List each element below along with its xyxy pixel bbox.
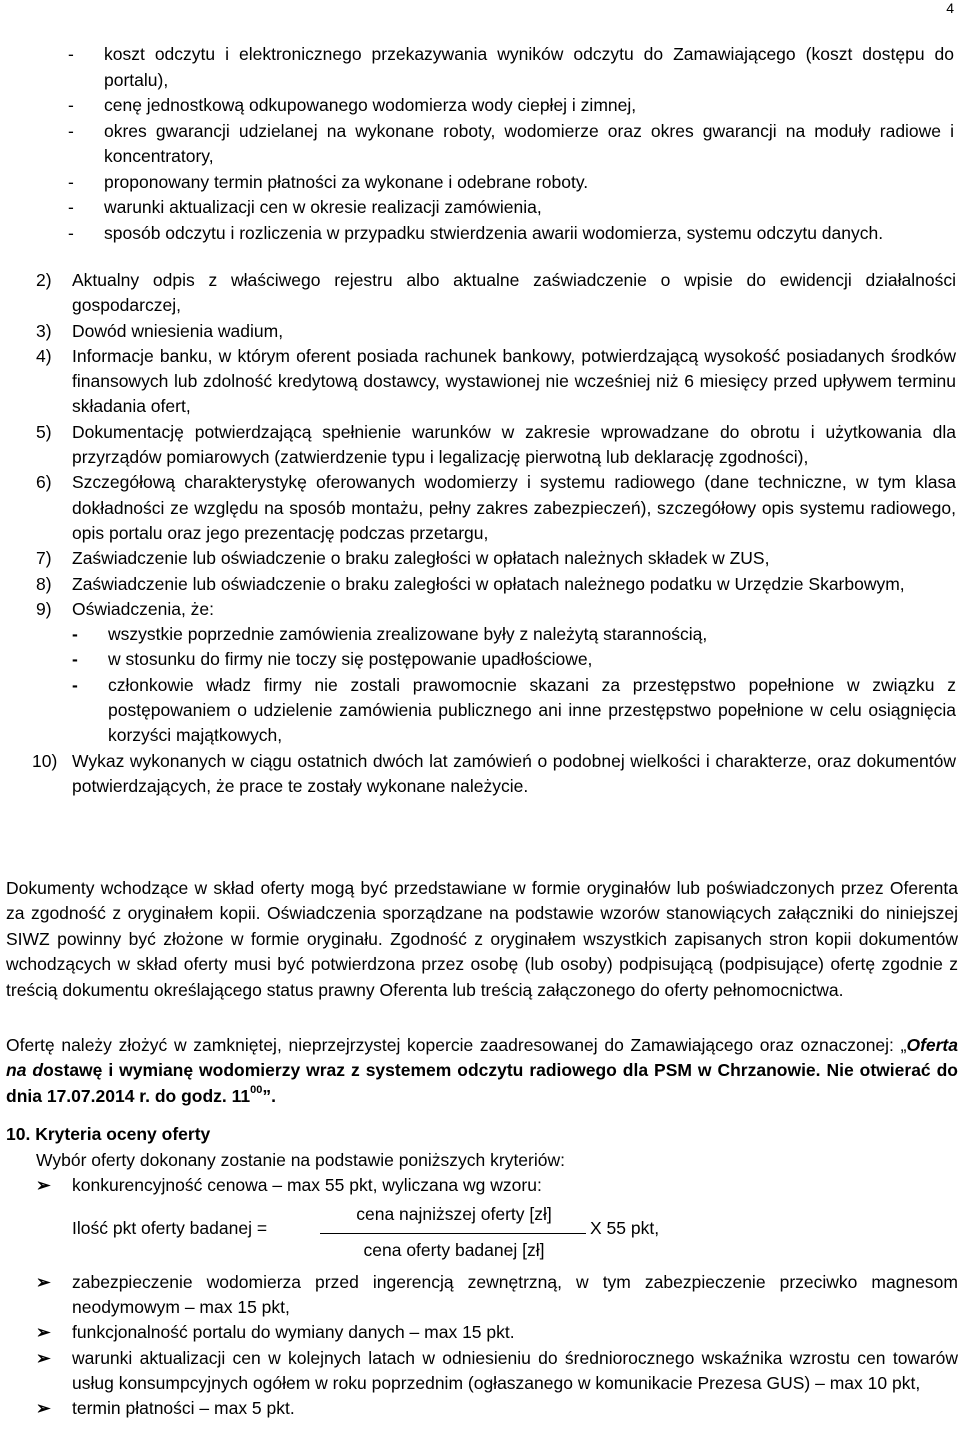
arrow-bullet-icon: ➢ [36, 1347, 51, 1368]
fraction-line [320, 1233, 586, 1234]
list-item: ➢ funkcjonalność portalu do wymiany danych – max 15 pkt. [36, 1320, 958, 1345]
list-item: 10) Wykaz wykonanych w ciągu ostatnich dwóch lat zamówień o podobnej wielkości i charakterze, oraz dokumentów potwierdzających, że prace te zostały wykonane należycie. [32, 750, 956, 796]
criteria-list-rest [36, 1270, 958, 1421]
arrow-bullet-icon: ➢ [36, 1398, 51, 1419]
list-item: ➢ konkurencyjność cenowa – max 55 pkt, wyliczana wg wzoru: [36, 1173, 958, 1198]
list-marker: - [68, 44, 74, 64]
score-formula [72, 1198, 772, 1268]
criteria-list-first [36, 1173, 958, 1198]
paragraph-envelope: Ofertę należy złożyć w zamkniętej, nieprzejrzystej kopercie zaadresowanej do Zamawiającego oraz oznaczonej: „Oferta na dostawę i wymianę wodomierzy wraz z systemem odczytu radiowego dla PSM w Chrzanowie. Nie otwierać do dnia 17.07.2014 r. do godz. $11^{00}$”. [6, 1035, 958, 1106]
list-item: - koszt odczytu i elektronicznego przekazywania wyników odczytu do Zamawiającego (koszt dostępu do portalu), [68, 44, 954, 90]
list-item: - okres gwarancji udzielanej na wykonane roboty, wodomierze oraz okres gwarancji na moduły radiowe i koncentratory, [68, 120, 954, 166]
list-marker: - [68, 120, 74, 141]
list-marker: - [68, 171, 74, 192]
list-item: - proponowany termin płatności za wykonane i odebrane roboty. [68, 170, 954, 196]
arrow-bullet-icon: ➢ [36, 1175, 51, 1195]
list-item: - warunki aktualizacji cen w okresie realizacji zamówienia, [68, 195, 954, 221]
sub-list-item: - w stosunku do firmy nie toczy się postępowanie upadłościowe, [72, 649, 593, 670]
list-item: ➢ warunki aktualizacji cen w kolejnych latach w odniesieniu do średniorocznego wskaźnika wzrostu cen towarów usług konsumpcyjnych ogółem w roku poprzednim (ogłaszanego w komunikacie Prezesa GUS) – max 10 pkt, [36, 1347, 958, 1393]
criteria-intro: Wybór oferty dokonany zostanie na podstawie poniższych kryteriów: [36, 1150, 565, 1170]
formula-multiplier: X 55 pkt, [590, 1218, 660, 1238]
list-marker: - [68, 95, 74, 115]
sub-list-item: - członkowie władz firmy nie zostali prawomocnie skazani za przestępstwo popełnione w związku z postępowaniem o udzielenie zamówienia publicznego ani inne przestępstwo popełnione w celu osiągnięcia korzyści majątkowych, [72, 674, 956, 746]
list-marker: - [68, 197, 74, 217]
list-item: 2) Aktualny odpis z właściwego rejestru albo aktualne zaświadczenie o wpisie do ewidencji działalności gospodarczej, [36, 270, 956, 316]
numbered-list [32, 268, 956, 799]
list-item: ➢ zabezpieczenie wodomierza przed ingerencją zewnętrzną, w tym zabezpieczenie przeciwko magnesom neodymowym – max 15 pkt, [36, 1272, 958, 1318]
list-item: - sposób odczytu i rozliczenia w przypadku stwierdzenia awarii wodomierza, systemu odczytu danych. [68, 221, 954, 247]
section-heading: 10. Kryteria oceny oferty [6, 1124, 211, 1144]
list-item: 6) Szczegółową charakterystykę oferowanych wodomierzy i systemu radiowego (dane techniczne, w tym klasa dokładności ze względu na sposób montażu, pełny zakres zabezpieczeń), szczegółowy opis systemu radiowego, opis portalu oraz jego prezentację podczas przetargu, [36, 472, 956, 543]
list-item: 8) Zaświadczenie lub oświadczenie o braku zaległości w opłatach należnego podatku w Urzędzie Skarbowym, [36, 573, 905, 594]
page-number: 4 [946, 0, 954, 16]
formula-denominator: cena oferty badanej [zł] [363, 1240, 545, 1260]
list-item: 7) Zaświadczenie lub oświadczenie o braku zaległości w opłatach należnych składek w ZUS, [36, 548, 770, 569]
paragraph-documents: Dokumenty wchodzące w skład oferty mogą być przedstawiane w formie oryginałów lub poświadczonych przez Oferenta za zgodność z oryginałem kopii. Oświadczenia sporządzane na podstawie wzorów stanowiących załączniki do niniejszej SIWZ powinny być złożone w formie oryginału. Zgodność z oryginałem wszystkich zapisanych stron kopii dokumentów wchodzących w skład oferty musi być potwierdzona przez osobę (lub osoby) podpisującą (podpisujące) ofertę zgodnie z treścią dokumentu określającego status prawny Oferenta lub treścią załączonego do oferty pełnomocnictwa. [6, 878, 958, 1000]
formula-numerator: cena najniższej oferty [zł] [356, 1204, 552, 1224]
formula-label: Ilość pkt oferty badanej = [72, 1218, 268, 1238]
arrow-bullet-icon: ➢ [36, 1272, 51, 1292]
list-marker: - [68, 222, 74, 243]
list-item: 3) Dowód wniesienia wadium, [36, 320, 284, 341]
list-item: 4) Informacje banku, w którym oferent posiada rachunek bankowy, potwierdzającą wysokość posiadanych środków finansowych lub zdolność kredytową dostawcy, wystawionej nie wcześniej niż 6 miesięcy przed upływem terminu składania ofert, [36, 345, 956, 417]
list-item: 9) Oświadczenia, że: - wszystkie poprzednie zamówienia zrealizowane były z należytą starannością, - w stosunku do firmy nie toczy się postępowanie upadłościowe, - członkowie władz firmy nie zostali prawomocnie skazani za przestępstwo popełnione w związku z postępowaniem o udzielenie zamówienia publicznego ani inne przestępstwo popełnione w celu osiągnięcia korzyści majątkowych, [36, 597, 956, 749]
list-item: ➢ termin płatności – max 5 pkt. [36, 1396, 958, 1421]
sub-list-item: - wszystkie poprzednie zamówienia zrealizowane były z należytą starannością, [72, 624, 708, 645]
arrow-bullet-icon: ➢ [36, 1322, 51, 1343]
list-item: - cenę jednostkową odkupowanego wodomierza wody ciepłej i zimnej, [68, 93, 954, 119]
list-item: 5) Dokumentację potwierdzającą spełnienie warunków w zakresie wprowadzane do obrotu i użytkowania dla przyrządów pomiarowych (zatwierdzenie typu i legalizację pierwotną lub deklarację zgodności), [36, 421, 956, 468]
dash-list [68, 42, 954, 246]
